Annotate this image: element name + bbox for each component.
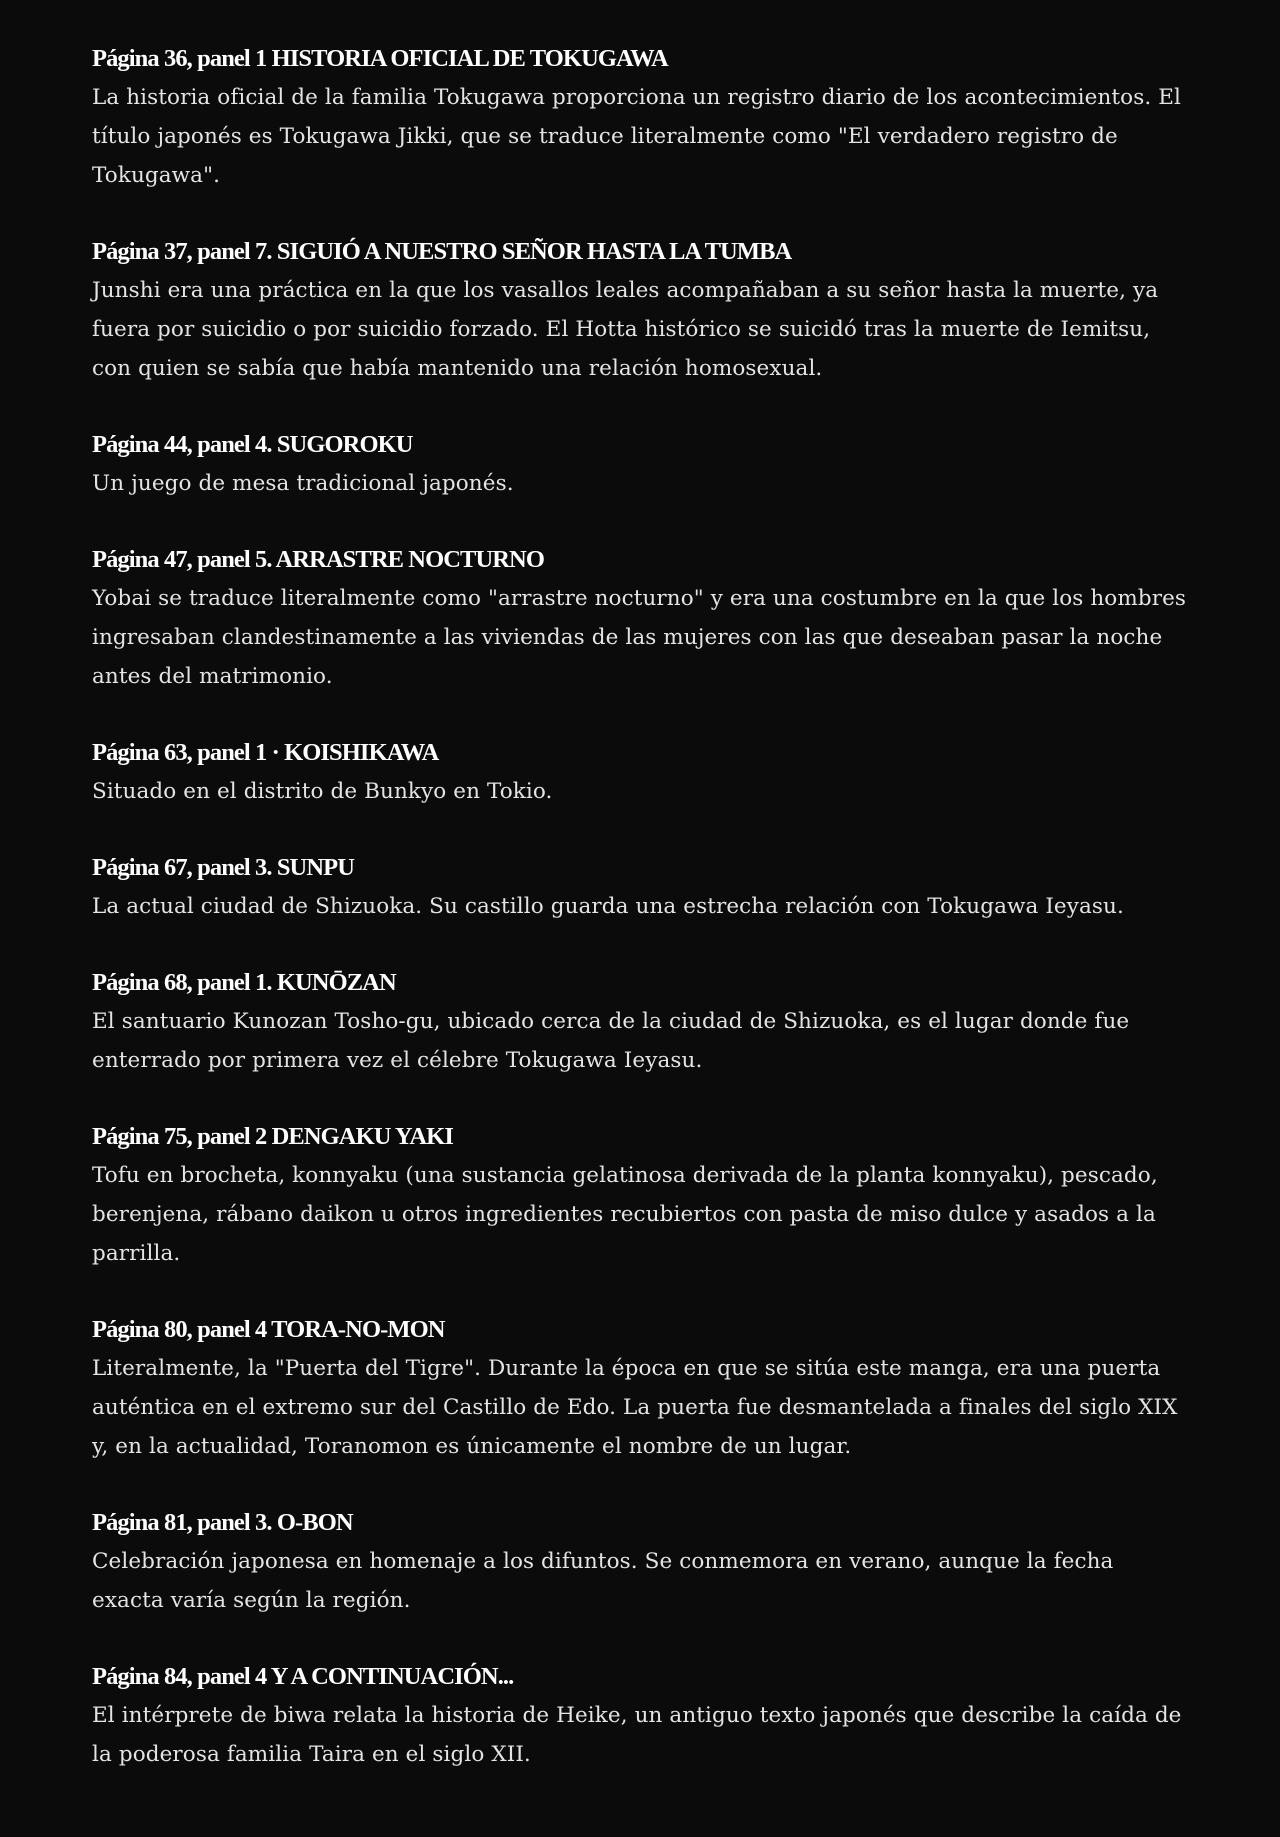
note-body: Junshi era una práctica en la que los vasallos leales acompañaban a su señor hasta la muerte, ya fuera por suicidio o por suicidio forzado. El Hotta histórico se suicidó tras la muerte de Iemitsu, con quien se sabía que había mantenido una relación homosexual. [92,278,1159,381]
note-body: El intérprete de biwa relata la historia de Heike, un antiguo texto japonés que describe la caída de la poderosa familia Taira en el siglo XII. [92,1703,1182,1767]
note-item [92,963,1188,1080]
note-title: Página 44, panel 4. SUGOROKU [92,431,413,458]
note-item [92,1657,1188,1774]
note-title: Página 37, panel 7. SIGUIÓ A NUESTRO SEÑOR HASTA LA TUMBA [92,238,792,265]
note-item [92,848,1188,926]
note-item [92,540,1188,696]
note-item [92,1503,1188,1620]
note-body: Un juego de mesa tradicional japonés. [92,471,514,496]
note-title: Página 67, panel 3. SUNPU [92,854,355,881]
note-item [92,1310,1188,1466]
note-body: Situado en el distrito de Bunkyo en Tokio. [92,779,553,804]
note-title: Página 84, panel 4 Y A CONTINUACIÓN... [92,1663,514,1690]
note-item [92,1117,1188,1273]
note-title: Página 63, panel 1 · KOISHIKAWA [92,739,439,766]
note-title: Página 36, panel 1 HISTORIA OFICIAL DE TOKUGAWA [92,45,668,72]
note-item [92,733,1188,811]
note-body: Tofu en brocheta, konnyaku (una sustancia gelatinosa derivada de la planta konnyaku), pescado, berenjena, rábano daikon u otros ingredientes recubiertos con pasta de miso dulce y asados a la parrilla. [92,1163,1158,1266]
note-title: Página 80, panel 4 TORA-NO-MON [92,1316,445,1343]
note-item [92,425,1188,503]
note-body: Yobai se traduce literalmente como "arrastre nocturno" y era una costumbre en la que los hombres ingresaban clandestinamente a las viviendas de las mujeres con las que deseaban pasar la noche antes del matrimonio. [92,586,1187,689]
note-title: Página 81, panel 3. O-BON [92,1509,353,1536]
note-body: El santuario Kunozan Tosho-gu, ubicado cerca de la ciudad de Shizuoka, es el lugar donde fue enterrado por primera vez el célebre Tokugawa Ieyasu. [92,1009,1130,1073]
note-item [92,232,1188,388]
note-title: Página 47, panel 5. ARRASTRE NOCTURNO [92,546,544,573]
note-body: Celebración japonesa en homenaje a los difuntos. Se conmemora en verano, aunque la fecha exacta varía según la región. [92,1549,1114,1613]
note-title: Página 75, panel 2 DENGAKU YAKI [92,1123,453,1150]
note-body: Literalmente, la "Puerta del Tigre". Durante la época en que se sitúa este manga, era una puerta auténtica en el extremo sur del Castillo de Edo. La puerta fue desmantelada a finales del siglo XIX y, en la actualidad, Toranomon es únicamente el nombre de un lugar. [92,1356,1178,1459]
notes-list [92,39,1188,1774]
note-title: Página 68, panel 1. KUNŌZAN [92,969,396,996]
note-item [92,39,1188,195]
note-body: La actual ciudad de Shizuoka. Su castillo guarda una estrecha relación con Tokugawa Ieyasu. [92,894,1124,919]
note-body: La historia oficial de la familia Tokugawa proporciona un registro diario de los acontecimientos. El título japonés es Tokugawa Jikki, que se traduce literalmente como "El verdadero registro de Tokugawa". [92,85,1181,188]
